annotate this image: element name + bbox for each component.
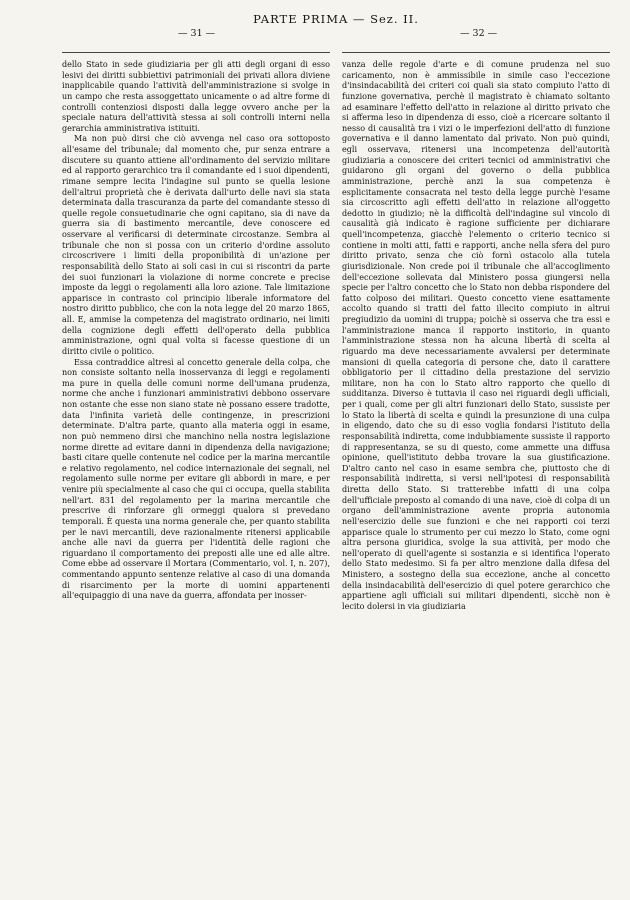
left-paragraph-3: Essa contraddice altresì al concetto generale della colpa, che non consiste soltanto nella inosservanza di leggi e regolamenti ma pure in quella delle comuni norme dell'umana prudenza, norme che anche i funzionari amministrativi debbono osservare non ostante che esse non siano state nè possano essere tradotte, data l'infinita varietà delle contingenze, in prescrizioni determinate. D'altra parte, quanto alla materia oggi in esame, non può nemmeno dirsi che manchino nella nostra legislazione norme dirette ad evitare danni in dipendenza della navigazione; basti citare quelle contenute nel codice per la marina mercantile e relativo regolamento, nel codice internazionale dei segnali, nel regolamento sulle norme per evitare gli abbordi in mare, e per venire più specialmente al caso che qui ci occupa, quella stabilita nell'art. 831 del regolamento per la marina mercantile che prescrive di rinforzare gli ormeggi qualora si prevedano temporali. È questa una norma generale che, per quanto stabilita per le navi mercantili, deve razionalmente ritenersi applicabile anche alle navi da guerra per l'identità delle ragioni che riguardano il comportamento dei preposti alle une ed alle altre. Come ebbe ad osservare il Mortara (Commentario, vol. I, n. 207), commentando appunto sentenze relative al caso di una domanda di risarcimento per la morte di uomini appartenenti all'equipaggio di una nave da guerra, affondata per inosser- [62, 357, 330, 601]
left-column [62, 60, 330, 602]
right-column [342, 60, 610, 613]
right-header-rule [342, 52, 610, 53]
left-paragraph-2: Ma non può dirsi che ciò avvenga nel caso ora sottoposto all'esame del tribunale; dal momento che, pur senza entrare a discutere su quanto attiene all'ordinamento del servizio militare ed al rapporto gerarchico tra il comandante ed i suoi dipendenti, rimane sempre lecita l'indagine sul punto se quella lesione dell'altrui proprietà che è derivata dall'urto delle navi sia stata determinata dalla trascuranza da parte del comandante stesso di quelle regole consuetudinarie che ogni capitano, sia di nave da guerra sia di bastimento mercantile, deve conoscere ed osservare al verificarsi di determinate circostanze. Sembra al tribunale che non si possa con un criterio d'ordine assoluto circoscrivere i limiti della proponibilità di un'azione per responsabilità dello Stato ai soli casi in cui si riscontri da parte dei suoi funzionari la violazione di norme concrete e precise imposte da leggi o regolamenti alla loro azione. Tale limitazione apparisce in contrasto col principio liberale informatore del nostro diritto pubblico, che con la nota legge del 20 marzo 1865, all. E, ammise la competenza del magistrato ordinario, nei limiti della cognizione degli effetti dell'operato della pubblica amministrazione, ogni qual volta si facesse questione di un diritto civile o politico. [62, 134, 330, 356]
left-page-number: — 31 — [178, 28, 216, 39]
running-title: PARTE PRIMA — Sez. II. [253, 12, 419, 26]
page-header [60, 10, 612, 50]
left-header-rule [62, 52, 330, 53]
left-paragraph-1: dello Stato in sede giudiziaria per gli atti degli organi di esso lesivi dei diritti subbiettivi patrimoniali dei privati allora diviene inapplicabile quando l'attività dell'amministrazione si svolge in un campo che resta assoggettato unicamente o ad altre forme di controlli contenziosi disposti dalla legge ovvero anche per la speciale natura dell'attività stessa ai soli controlli interni nella gerarchia amministrativa istituiti. [62, 60, 330, 133]
right-paragraph-1: vanza delle regole d'arte e di comune prudenza nel suo caricamento, non è ammissibile in simile caso l'eccezione d'insindacabilità dei criteri coi quali sia stato compiuto l'atto di funzione governativa, perchè il magistrato è chiamato soltanto ad esaminare l'effetto dell'atto in relazione al diritto privato che si afferma leso in dipendenza di esso, cioè a ricercare soltanto il nesso di causalità tra i vizi o le imperfezioni dell'atto di funzione governativa e il danno lamentato dal privato. Non può quindi, egli osservava, ritenersi una incompetenza dell'autorità giudiziaria a conoscere dei criteri tecnici od amministrativi che guidarono gli organi del governo o della pubblica amministrazione, perchè anzi la sua competenza è esplicitamente consacrata nel testo della legge purchè l'esame sia circoscritto agli effetti dell'atto in relazione all'oggetto dedotto in giudizio; nè la difficoltà dell'indagine sul vincolo di causalità già indicato è ragione sufficiente per dichiarare quell'incompetenza, giacchè l'elemento o criterio tecnico si contiene in molti atti, fatti e rapporti, anche nella sfera del puro diritto privato, senza che ciò fornì ostacolo alla tutela giurisdizionale. Non crede poi il tribunale che all'accoglimento dell'eccezione sollevata dal Ministero possa giungersi nella specie per l'altro concetto che lo Stato non debba rispondere del fatto colposo dei militari. Questo concetto viene esattamente accolto quando si tratti del fatto illecito compiuto in altrui pregiudizio da uomini di truppa; poichè si osserva che tra essi e l'amministrazione manca il rapporto institorio, in quanto l'amministrazione stessa non ha alcuna libertà di scelta al riguardo ma deve necessariamente avvalersi per determinate mansioni di quella categoria di persone che, dato il carattere obbligatorio per il cittadino della prestazione del servizio militare, non ha con lo Stato altro rapporto che quello di sudditanza. Diverso è tuttavia il caso nei riguardi degli ufficiali, per i quali, come per gli altri funzionari dello Stato, sussiste per lo Stato la libertà di scelta e quindi la presunzione di una culpa in eligendo, dato che su di esso voglia fondarsi l'istituto della responsabilità indiretta, come indubbiamente sussiste il rapporto di rappresentanza, se su di questo, come ammette una diffusa opinione, quell'istituto debba trovare la sua giustificazione. D'altro canto nel caso in esame sembra che, piuttosto che di responsabilità indiretta, si versi nell'ipotesi di responsabilità diretta dello Stato. Si tratterebbe infatti di una colpa dell'ufficiale preposto al comando di una nave, cioè di colpa di un organo dell'amministrazione avente propria autonomia nell'esercizio delle sue funzioni e che nei rapporti coi terzi apparisce quale lo strumento per cui mezzo lo Stato, come ogni altra persona giuridica, svolge la sua attività, per modo che nell'operato di quell'agente si sostanzia e si identifica l'operato dello Stato medesimo. Si fa per altro menzione dalla difesa del Ministero, a sostegno della sua eccezione, anche al concetto della insindacabilità dell'esercizio di quel potere gerarchico che appartiene agli ufficiali sui militari dipendenti, sicchè non è lecito dolersi in via giudiziaria [342, 60, 610, 611]
right-page-number: — 32 — [460, 28, 498, 39]
